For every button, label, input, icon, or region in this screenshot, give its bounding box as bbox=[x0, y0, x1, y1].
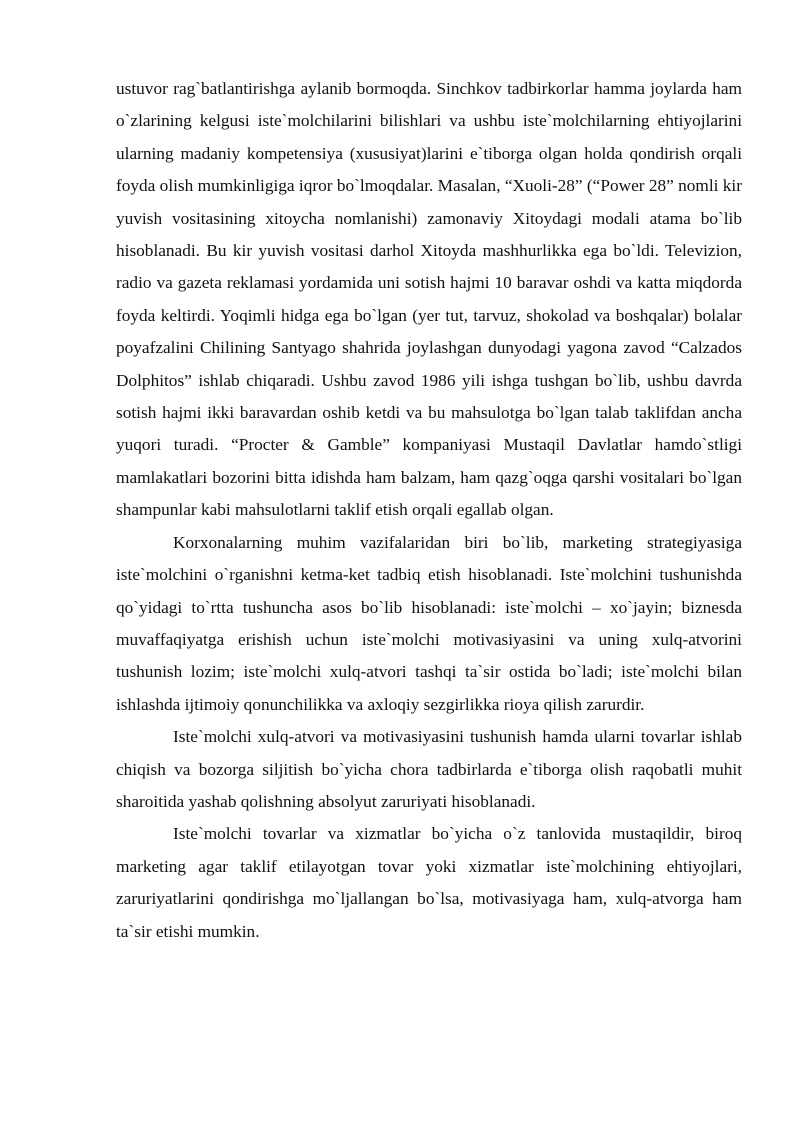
paragraph-4: Iste`molchi tovarlar va xizmatlar bo`yicha o`z tanlovida mustaqildir, biroq marketing agar taklif etilayotgan tovar yoki xizmatlar iste`molchining ehtiyojlari, zaruriyatlarini qondirishga mo`ljallangan bo`lsa, motivasiyaga ham, xulq-atvorga ham ta`sir etishi mumkin. bbox=[116, 824, 742, 941]
paragraph-1: ustuvor rag`batlantirishga aylanib bormoqda. Sinchkov tadbirkorlar hamma joylarda ham o`zlarining kelgusi iste`molchilarini bilishlari va ushbu iste`molchilarning ehtiyojlarini ularning madaniy kompetensiya (xususiyat)larini e`tiborga olgan holda qondirish orqali foyda olish mumkinligiga iqror bo`lmoqdalar. Masalan, “Xuoli-28” (“Power 28” nomli kir yuvish vositasining xitoycha nomlanishi) zamonaviy Xitoydagi modali atama bo`lib hisoblanadi. Bu kir yuvish vositasi darhol Xitoyda mashhurlikka ega bo`ldi. Televizion, radio va gazeta reklamasi yordamida uni sotish hajmi 10 baravar oshdi va katta miqdorda foyda keltirdi. Yoqimli hidga ega bo`lgan (yer tut, tarvuz, shokolad va boshqalar) bolalar poyafzalini Chilining Santyago shahrida joylashgan dunyodagi yagona zavod “Calzados Dolphitos” ishlab chiqaradi. Ushbu zavod 1986 yili ishga tushgan bo`lib, ushbu davrda sotish hajmi ikki baravardan oshib ketdi va bu mahsulotga bo`lgan talab taklifdan ancha yuqori turadi. “Procter & Gamble” kompaniyasi Mustaqil Davlatlar hamdo`stligi mamlakatlari bozorini bitta idishda ham balzam, ham qazg`oqga qarshi vositalari bo`lgan shampunlar kabi mahsulotlarni taklif etish orqali egallab olgan. bbox=[116, 79, 742, 520]
paragraph-2: Korxonalarning muhim vazifalaridan biri bo`lib, marketing strategiyasiga iste`molchini o`rganishni ketma-ket tadbiq etish hisoblanadi. Iste`molchini tushunishda qo`yidagi to`rtta tushuncha asos bo`lib hisoblanadi: iste`molchi – xo`jayin; biznesda muvaffaqiyatga erishish uchun iste`molchi motivasiyasini va uning xulq-atvorini tushunish lozim; iste`molchi xulq-atvori tashqi ta`sir ostida bo`ladi; iste`molchi bilan ishlashda ijtimoiy qonunchilikka va axloqiy sezgirlikka rioya qilish zarurdir. bbox=[116, 532, 742, 714]
paragraph-3: Iste`molchi xulq-atvori va motivasiyasini tushunish hamda ularni tovarlar ishlab chiqish va bozorga siljitish bo`yicha chora tadbirlarda e`tiborga olish raqobatli muhit sharoitida yashab qolishning absolyut zaruriyati hisoblanadi. bbox=[116, 727, 742, 811]
body-text bbox=[116, 73, 742, 948]
